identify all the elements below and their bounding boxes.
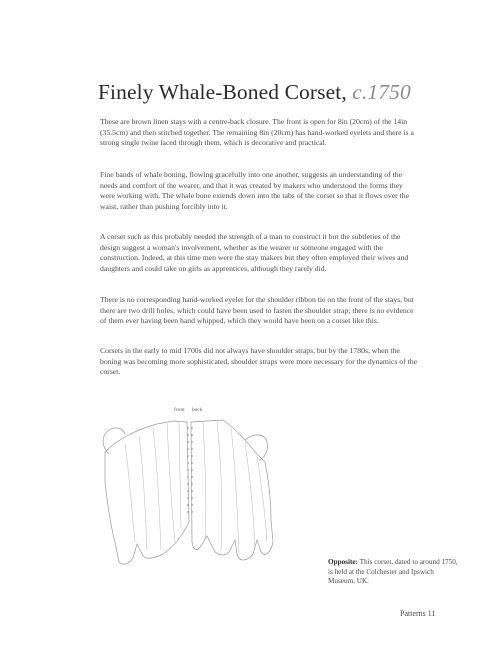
corset-pattern-illustration (95, 402, 340, 577)
front-strap (103, 428, 125, 454)
page-title (98, 80, 411, 105)
body-paragraph: A corset such as this probably needed the strength of a man to construct it but the subtleties of the design suggest a woman's involvement, whether as the wearer or someone engaged with the construction. Indeed, at this time men were the stay makers but they often employed their wives and daughters and could take on girls as apprentices, although they rarely did. (100, 232, 409, 273)
title-main: Finely Whale-Boned Corset, (98, 80, 347, 104)
label-back: back (192, 407, 203, 413)
back-strap (245, 435, 268, 460)
body-paragraph: Corsets in the early to mid 1700s did not always have shoulder straps, but by the 1780s, when the boning was becoming more sophisticated, shoulder straps were more necessary for the dynamics of the corset. (100, 346, 418, 377)
eyelet-row (187, 427, 193, 513)
front-piece (105, 421, 189, 564)
page-folio: Patterns 11 (400, 609, 436, 618)
body-paragraph: There is no corresponding hand-worked eyelet for the shoulder ribbon tie on the front of the stays, but there are two drill holes, which could have been used to fasten the shoulder strap; there is no evidence of them ever having been hand whipped, which they would have been on a corset like this. (100, 295, 414, 326)
label-front: front (174, 407, 185, 413)
body-paragraph: These are brown linen stays with a centre-back closure. The front is open for 8in (20cm) of the 14in (35.5cm) and then stitched together. The remaining 8in (20cm) has hand-worked eyelets and there is a strong single twine laced through them, which is decorative and practical. (100, 117, 414, 148)
title-date: c.1750 (352, 80, 411, 104)
caption-text: This corset, dated to around 1750, is held at the Colchester and Ipswich Museum, UK. (328, 558, 458, 586)
body-paragraph: Fine bands of whale boning, flowing gracefully into one another, suggests an understanding of the needs and comfort of the wearer, and that it was created by makers who understood the forms they were working with. The whale bone extends down into the tabs of the corset so that it flows over the waist, rather than pushing forcibly into it. (100, 170, 409, 211)
caption-label: Opposite: (328, 558, 358, 566)
back-piece (191, 420, 273, 560)
figure-caption (328, 558, 458, 587)
